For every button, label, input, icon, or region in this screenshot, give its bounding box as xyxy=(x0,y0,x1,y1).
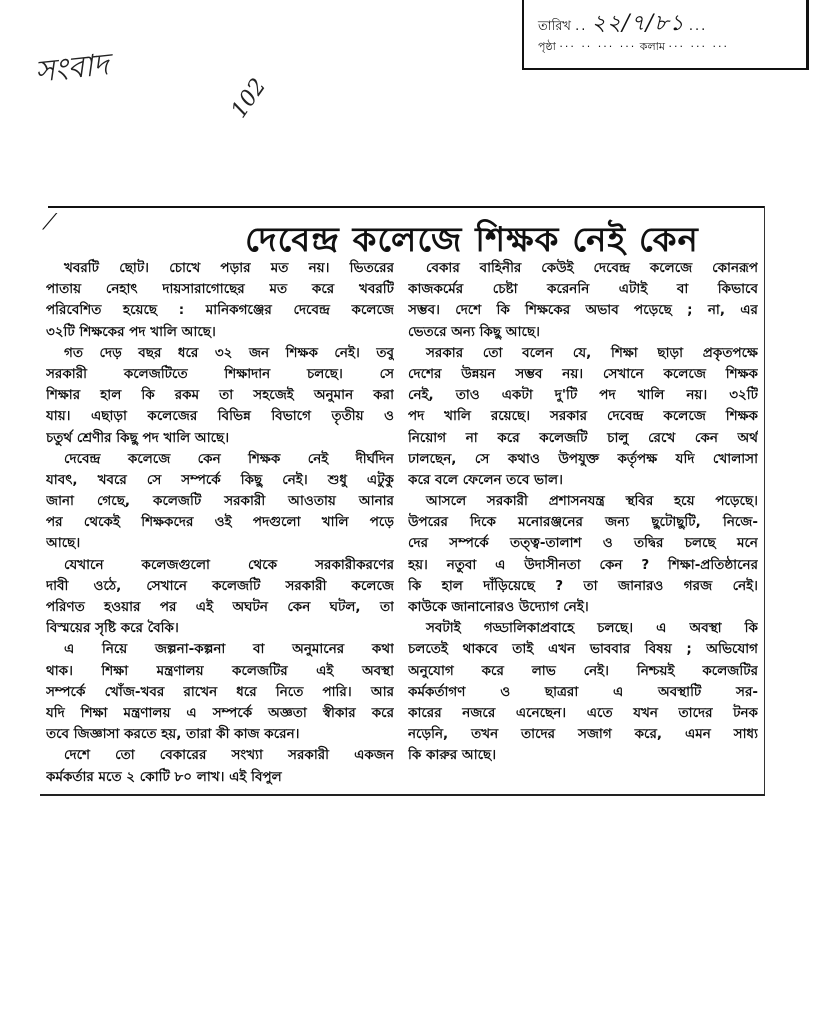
article-paragraph xyxy=(46,258,394,343)
article-line: দের সম্পর্কে তত্ত্ব-তালাশ ও তদ্বির চলছে মনে xyxy=(408,535,758,552)
stamp-page-label: পৃষ্ঠা xyxy=(538,40,556,53)
handwritten-page-number: 102 xyxy=(226,74,272,123)
article-paragraph xyxy=(408,491,758,618)
right-rule xyxy=(764,206,765,796)
article-line: তবে জিজ্ঞাসা করতে হয়, তারা কী কাজ করেন। xyxy=(46,726,300,743)
article-line: করে বলে ফেলেন তবে ভাল। xyxy=(408,471,563,488)
article-paragraph xyxy=(46,555,394,640)
article-line: পরিবেশিত হয়েছে : মানিকগঞ্জের দেবেন্দ্র কলেজে xyxy=(46,302,394,319)
article-line: দাবী ওঠে, সেখানে কলেজটি সরকারী কলেজে xyxy=(46,577,394,594)
article-line: বিস্ময়ের সৃষ্টি করে বৈকি। xyxy=(46,620,179,637)
article-column-right xyxy=(408,258,758,767)
article-paragraph xyxy=(46,449,394,555)
article-paragraph xyxy=(408,343,758,491)
article-line: পাতায় নেহাৎ দায়সারাগোছের মত করে খবরটি xyxy=(46,281,394,298)
article-line: কি হাল দাঁড়িয়েছে ? তা জানারও গরজ নেই। xyxy=(408,577,758,594)
article-line: পর থেকেই শিক্ষকদের ওই পদগুলো খালি পড়ে xyxy=(46,514,394,531)
article-line: কি কারুর আছে। xyxy=(408,747,497,764)
article-paragraph xyxy=(46,639,394,745)
stamp-date-label: তারিখ xyxy=(538,19,571,34)
article-paragraph xyxy=(408,618,758,766)
article-line: জানা গেছে, কলেজটি সরকারী আওতায় আনার xyxy=(46,493,394,510)
article-line: চতুর্থ শ্রেণীর কিছু পদ খালি আছে। xyxy=(46,429,230,446)
article-line: সরকার তো বলেন যে, শিক্ষা ছাড়া প্রকৃতপক্ষে xyxy=(426,344,758,361)
article-line: সরকারী কলেজটিতে শিক্ষাদান চলছে। সে xyxy=(46,365,394,382)
article-line: এ নিয়ে জল্পনা-কল্পনা বা অনুমানের কথা xyxy=(64,641,394,658)
article-line: নিয়োগ না করে কলেজটি চালু রেখে কেন অর্থ xyxy=(408,429,758,446)
article-line: কর্মকর্তাগণ ও ছাত্ররা এ অবস্থাটি সর- xyxy=(408,683,758,700)
article-line: গত দেড় বছর ধরে ৩২ জন শিক্ষক নেই। তবু xyxy=(64,344,394,361)
article-line: দেশের উন্নয়ন সম্ভব নয়। সেখানে কলেজে শিক্ষক xyxy=(408,365,758,382)
article-line: যদি শিক্ষা মন্ত্রণালয় এ সম্পর্কে অজ্ঞতা স্বীকার করে xyxy=(46,704,394,721)
article-line: দেশে তো বেকারের সংখ্যা সরকারী একজন xyxy=(64,747,394,764)
top-rule xyxy=(48,206,765,208)
article-line: সবটাই গড্ডালিকাপ্রবাহে চলছে। এ অবস্থা কি xyxy=(426,620,758,637)
article-line: কাজকর্মের চেষ্টা করেননি এটাই বা কিভাবে xyxy=(408,281,758,298)
article-paragraph xyxy=(408,258,758,343)
article-paragraph xyxy=(46,745,394,787)
article-line: হয়। নতুবা এ উদাসীনতা কেন ? শিক্ষা-প্রতিষ্ঠানের xyxy=(408,556,758,573)
article-line: আছে। xyxy=(46,535,81,552)
article-line: পদ খালি রয়েছে। সরকার দেবেন্দ্র কলেজে শিক্ষক xyxy=(408,408,758,425)
article-paragraph xyxy=(46,343,394,449)
stamp-page-row: পৃষ্ঠা ··· ·· ··· ··· কলাম ··· ··· ··· xyxy=(538,40,729,53)
article-line: আসলে সরকারী প্রশাসনযন্ত্র স্থবির হয়ে পড়েছে। xyxy=(426,493,758,510)
article-line: সম্পর্কে খোঁজ-খবর রাখেন ধরে নিতে পারি। আর xyxy=(46,683,394,700)
article-line: বেকার বাহিনীর কেউই দেবেন্দ্র কলেজে কোনরূপ xyxy=(426,260,758,276)
bottom-rule xyxy=(40,794,765,796)
article-line: সম্ভব। দেশে কি শিক্ষকের অভাব পড়েছে ; না, এর xyxy=(408,302,758,319)
corner-ornament-icon: ⟋ xyxy=(42,210,58,235)
article-headline: দেবেন্দ্র কলেজে শিক্ষক নেই কেন xyxy=(245,220,699,260)
article-line: পরিণত হওয়ার পর এই অঘটন কেন ঘটল, তা xyxy=(46,599,394,615)
article-line: শিক্ষার হাল কি রকম তা সহজেই অনুমান করা xyxy=(46,387,394,404)
article-line: উপরের দিকে মনোরঞ্জনের জন্য ছুটোছুটি, নিজে- xyxy=(408,514,758,531)
article-line: দেবেন্দ্র কলেজে কেন শিক্ষক নেই দীর্ঘদিন xyxy=(64,450,394,467)
article-line: চলতেই থাকবে তাই এখন ভাববার বিষয় ; অভিযোগ xyxy=(408,641,758,658)
article-line: নেই, তাও একটা দু'টি পদ খালি নয়। ৩২টি xyxy=(408,387,758,404)
article-line: ভেতরে অন্য কিছু আছে। xyxy=(408,323,540,340)
stamp-date-row: তারিখ .. ২২/৭/৮১ ... xyxy=(538,11,708,36)
article-line: ৩২টি শিক্ষকের পদ খালি আছে। xyxy=(46,323,216,340)
article-line: যাবৎ, খবরে সে সম্পর্কে কিছু নেই। শুধু এটুকু xyxy=(46,471,394,488)
article-line: কাউকে জানানোরও উদ্যোগ নেই। xyxy=(408,599,589,615)
article-line: থাক। শিক্ষা মন্ত্রণালয় কলেজটির এই অবস্থা xyxy=(46,662,394,679)
article-line: কারের নজরে এনেছেন। এতে যখন তাদের টনক xyxy=(408,704,758,721)
stamp-date-value: ২২/৭/৮১ xyxy=(591,11,685,36)
article-line: অনুযোগ করে লাভ নেই। নিশ্চয়ই কলেজটির xyxy=(408,662,758,679)
handwritten-source-label: সংবাদ xyxy=(33,47,111,90)
article-line: কর্মকর্তার মতে ২ কোটি ৮০ লাখ। এই বিপুল xyxy=(46,768,282,785)
article-line: ঢালছেন, সে কথাও উপযুক্ত কর্তৃপক্ষ যদি খোলাসা xyxy=(408,450,758,467)
article-line: খবরটি ছোট। চোখে পড়ার মত নয়। ভিতরের xyxy=(64,260,394,276)
date-stamp-box xyxy=(522,0,809,70)
article-line: যেখানে কলেজগুলো থেকে সরকারীকরণের xyxy=(64,556,394,573)
article-column-left xyxy=(46,258,394,788)
article-line: নড়েনি, তখন তাদের সজাগ করে, এমন সাধ্য xyxy=(408,726,758,743)
newspaper-clipping xyxy=(40,206,765,796)
article-line: যায়। এছাড়া কলেজের বিভিন্ন বিভাগে তৃতীয় ও xyxy=(46,408,394,425)
stamp-column-label: কলাম xyxy=(639,40,665,53)
